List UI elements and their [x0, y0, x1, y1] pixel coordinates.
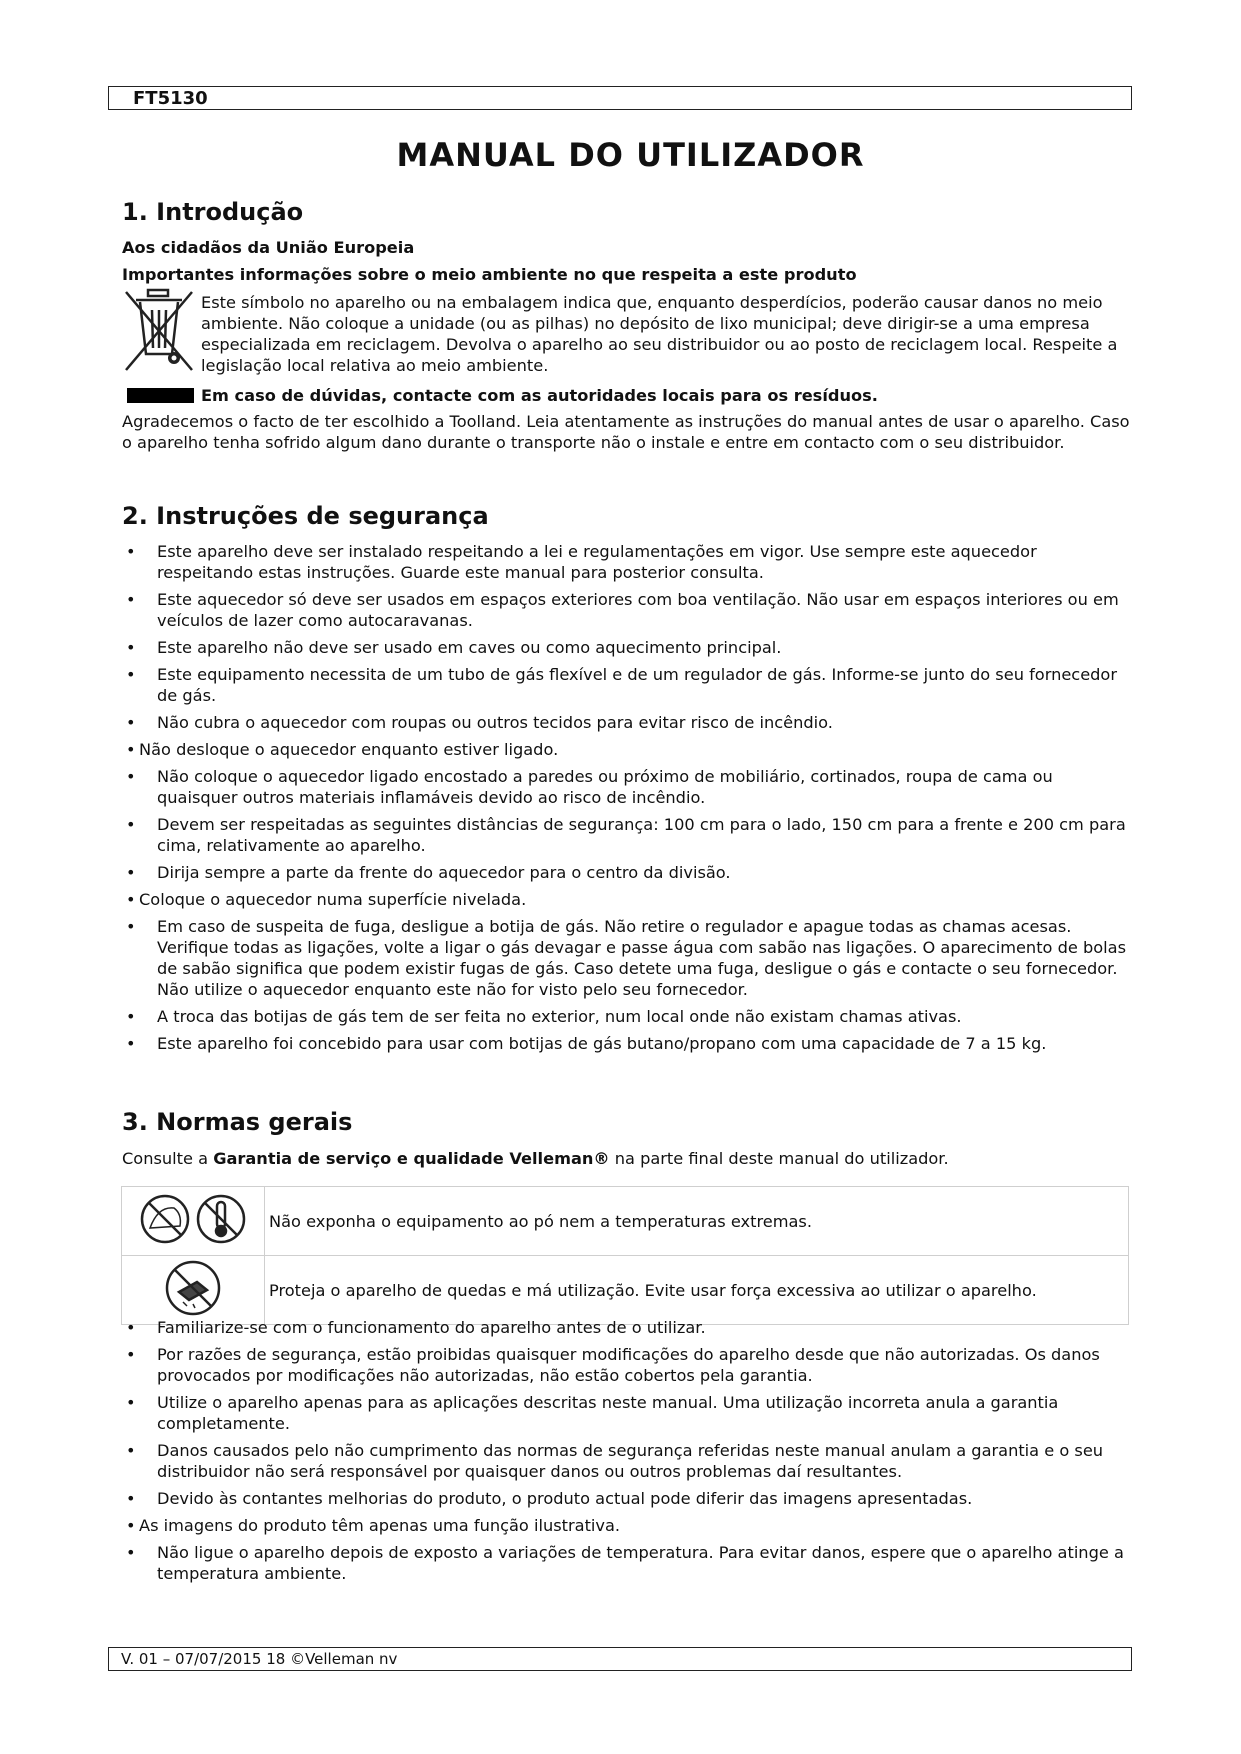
- weee-paragraph: Este símbolo no aparelho ou na embalagem indica que, enquanto desperdícios, poderão causar danos no meio ambiente. Não coloque a unidade (ou as pilhas) no depósito de lixo municipal; deve dirigir-se a uma empresa especializada em reciclagem. Devolva o aparelho ao seu distribuidor ou ao posto de reciclagem local. Respeite a legislação local relativa ao meio ambiente.: [201, 293, 1118, 375]
- header-box: [108, 86, 1132, 110]
- list-item: • Dirija sempre a parte da frente do aquecedor para o centro da divisão.: [122, 862, 1132, 883]
- list-item: • Devem ser respeitadas as seguintes distâncias de segurança: 100 cm para o lado, 150 cm para a frente e 200 cm para cima, relativamente ao aparelho.: [122, 814, 1132, 856]
- consult-text-post: na parte final deste manual do utilizador.: [609, 1149, 949, 1168]
- doubts-paragraph: Em caso de dúvidas, contacte com as autoridades locais para os resíduos.: [201, 386, 878, 405]
- list-item: • Danos causados pelo não cumprimento das normas de segurança referidas neste manual anulam a garantia e o seu distribuidor não será responsável por quaisquer danos ou outros problemas daí resultantes.: [122, 1440, 1132, 1482]
- no-drop-icon: [163, 1258, 223, 1318]
- table-row: [122, 1256, 1129, 1325]
- model-number: FT5130: [133, 88, 208, 109]
- footer-box: [108, 1647, 1132, 1671]
- list-item: • Por razões de segurança, estão proibidas quaisquer modificações do aparelho desde que não autorizadas. Os danos provocados por modificações não autorizadas, não estão cobertos pela garantia.: [122, 1344, 1132, 1386]
- no-dust-temperature-icons: [138, 1192, 248, 1246]
- list-item: • Não ligue o aparelho depois de exposto a variações de temperatura. Para evitar danos, espere que o aparelho atinge a temperatura ambiente.: [122, 1542, 1132, 1584]
- list-item: • Este aquecedor só deve ser usados em espaços exteriores com boa ventilação. Não usar em espaços interiores ou em veículos de lazer como autocaravanas.: [122, 589, 1132, 631]
- weee-bar-mark: [127, 388, 194, 403]
- weee-bin-icon: [122, 288, 196, 374]
- thanks-paragraph: Agradecemos o facto de ter escolhido a Toolland. Leia atentamente as instruções do manual antes de usar o aparelho. Caso o aparelho tenha sofrido algum dano durante o transporte não o instale e entre em contacto com o seu distribuidor.: [122, 412, 1130, 452]
- list-item: • As imagens do produto têm apenas uma função ilustrativa.: [122, 1515, 1132, 1536]
- consult-text-pre: Consulte a: [122, 1149, 214, 1168]
- symbol-description: Não exponha o equipamento ao pó nem a temperaturas extremas.: [265, 1187, 1129, 1256]
- section-heading-safety: 2. Instruções de segurança: [122, 502, 489, 530]
- list-item: • Este aparelho não deve ser usado em caves ou como aquecimento principal.: [122, 637, 1132, 658]
- list-item: • Não cubra o aquecedor com roupas ou outros tecidos para evitar risco de incêndio.: [122, 712, 1132, 733]
- list-item: • Em caso de suspeita de fuga, desligue a botija de gás. Não retire o regulador e apague todas as chamas acesas. Verifique todas as ligações, volte a ligar o gás devagar e passe água com sabão nas ligações. O aparecimento de bolas de sabão significa que podem existir fugas de gás. Caso detete uma fuga, desligue o gás e contacte o seu fornecedor. Não utilize o aquecedor enquanto este não for visto pelo seu fornecedor.: [122, 916, 1132, 1000]
- list-item: • Coloque o aquecedor numa superfície nivelada.: [122, 889, 1132, 910]
- eu-citizens-subheading: Aos cidadãos da União Europeia: [122, 238, 415, 257]
- consult-paragraph: [122, 1148, 1132, 1169]
- list-item: • Este aparelho foi concebido para usar com botijas de gás butano/propano com uma capacidade de 7 a 15 kg.: [122, 1033, 1132, 1054]
- list-item: • Utilize o aparelho apenas para as aplicações descritas neste manual. Uma utilização incorreta anula a garantia completamente.: [122, 1392, 1132, 1434]
- section-heading-introduction: 1. Introdução: [122, 198, 304, 226]
- list-item: • Este equipamento necessita de um tubo de gás flexível e de um regulador de gás. Informe-se junto do seu fornecedor de gás.: [122, 664, 1132, 706]
- document-title: MANUAL DO UTILIZADOR: [396, 136, 865, 174]
- table-row: [122, 1187, 1129, 1256]
- general-list: [122, 1317, 1132, 1590]
- list-item: • A troca das botijas de gás tem de ser feita no exterior, num local onde não existam chamas ativas.: [122, 1006, 1132, 1027]
- environment-subheading: Importantes informações sobre o meio ambiente no que respeita a este produto: [122, 265, 857, 284]
- symbols-table: [121, 1186, 1129, 1325]
- list-item: • Este aparelho deve ser instalado respeitando a lei e regulamentações em vigor. Use sempre este aquecedor respeitando estas instruções. Guarde este manual para posterior consulta.: [122, 541, 1132, 583]
- list-item: • Não coloque o aquecedor ligado encostado a paredes ou próximo de mobiliário, cortinados, roupa de cama ou quaisquer outros materiais inflamáveis devido ao risco de incêndio.: [122, 766, 1132, 808]
- list-item: • Familiarize-se com o funcionamento do aparelho antes de o utilizar.: [122, 1317, 1132, 1338]
- symbol-description: Proteja o aparelho de quedas e má utilização. Evite usar força excessiva ao utilizar o aparelho.: [265, 1256, 1129, 1325]
- footer-text: V. 01 – 07/07/2015 18 ©Velleman nv: [121, 1650, 398, 1668]
- safety-list: [122, 541, 1132, 1060]
- list-item: • Não desloque o aquecedor enquanto estiver ligado.: [122, 739, 1132, 760]
- list-item: • Devido às contantes melhorias do produto, o produto actual pode diferir das imagens apresentadas.: [122, 1488, 1132, 1509]
- symbol-cell: [122, 1256, 265, 1325]
- warranty-reference: Garantia de serviço e qualidade Velleman®: [213, 1149, 610, 1168]
- symbol-cell: [122, 1187, 265, 1256]
- section-heading-general: 3. Normas gerais: [122, 1108, 353, 1136]
